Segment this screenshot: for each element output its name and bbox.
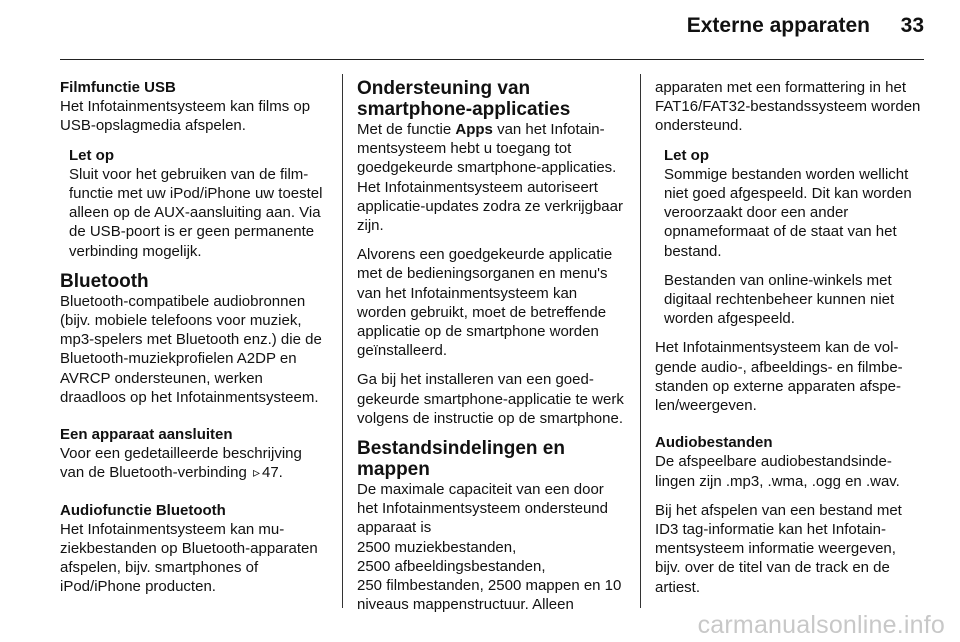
paragraph: apparaten met een formattering in het FAT16/FAT32-bestandssysteem worden ondersteund. <box>655 79 921 135</box>
subheading-connect-device: Een apparaat aansluiten <box>60 426 233 444</box>
column-3 <box>655 78 925 607</box>
list-line: 2500 muziekbestanden, <box>357 538 517 556</box>
section-heading-usb-film: Filmfunctie USB <box>60 79 176 96</box>
watermark-text: carmanualsonline.info <box>697 611 945 639</box>
list-line: 250 filmbestanden, 2500 mappen en 10 niveaus mappenstructuur. Alleen <box>357 577 622 614</box>
note-text: Sommige bestanden worden wellicht niet goed afgespeeld. Dit kan worden veroorzaakt door een ander opnameformaat of de staat van het bestand. <box>664 165 912 260</box>
page-number: 33 <box>900 14 924 37</box>
paragraph: De maximale capaciteit van een door het Infotainmentsysteem ondersteund apparaat is <box>357 481 608 537</box>
note-label: Let op <box>69 146 114 164</box>
connect-text: Voor een gedetailleerde beschrijving van de Bluetooth-verbinding <box>60 445 302 482</box>
subheading-audio-bluetooth: Audiofunctie Bluetooth <box>60 501 226 519</box>
paragraph: Ga bij het installeren van een goedgekeurde smartphone-applicatie te werk volgens de instructie op de smartphone. <box>357 371 624 427</box>
column-1 <box>60 78 330 607</box>
paragraph <box>357 120 627 235</box>
header-rule <box>60 59 924 60</box>
note-label: Let op <box>664 146 709 164</box>
section-heading-bluetooth: Bluetooth <box>60 270 149 292</box>
column-divider <box>640 74 641 608</box>
apps-keyword: Apps <box>455 121 493 138</box>
subheading-audio-files: Audiobestanden <box>655 434 773 452</box>
apps-text-post: van het Infotainmentsysteem hebt u toegang tot goedgekeurde smartphone-applicaties. Het Infotainmentsysteem autoriseert applicatie-updates zodra ze verkrijgbaar zijn. <box>357 121 623 235</box>
paragraph: Alvorens een goedgekeurde applicatie met de bedieningsorganen en menu's van het Infotainmentsysteem kan worden gebruikt, moet de betreffende applicatie op de smartphone worden geïnstalleerd. <box>357 246 613 360</box>
paragraph: Bij het afspelen van een bestand met ID3 tag-informatie kan het Infotainmentsysteem informatie weergeven, bijv. over de titel van de track en de artiest. <box>655 501 902 596</box>
list-line: 2500 afbeeldingsbestanden, <box>357 557 546 575</box>
page-reference[interactable]: 47. <box>262 464 283 482</box>
paragraph: Het Infotainmentsysteem kan films op USB-opslagmedia afspelen. <box>60 98 311 135</box>
paragraph: De afspeelbare audiobestandsindelingen zijn .mp3, .wma, .ogg en .wav. <box>655 453 900 490</box>
paragraph: Het Infotainmentsysteem kan de volgende audio-, afbeeldings- en filmbestanden op externe apparaten afspelen/weergeven. <box>655 339 903 415</box>
note-block <box>655 146 925 329</box>
column-2 <box>357 78 627 614</box>
page-header-title: Externe apparaten <box>686 14 870 37</box>
apps-text-pre: Met de functie <box>357 121 452 138</box>
section-heading-file-formats: Bestandsindelingen en mappen <box>357 438 565 481</box>
paragraph <box>60 444 330 482</box>
note-text: Bestanden van online-winkels met digitaal rechtenbeheer kunnen niet worden afgespeeld. <box>664 271 895 328</box>
note-block <box>60 146 330 261</box>
page-reference-icon: ▹ <box>252 464 260 481</box>
paragraph: Het Infotainmentsysteem kan muziekbestanden op Bluetooth-apparaten afspelen, bijv. smartphones of iPod/iPhone producten. <box>60 520 318 596</box>
column-divider <box>342 74 343 608</box>
paragraph: Bluetooth-compatibele audiobronnen (bijv. mobiele telefoons voor muziek, mp3-spelers met Bluetooth enz.) die de Bluetooth-muziekprofielen A2DP en AVRCP ondersteunen, werken draadloos op het Infotainmentsysteem. <box>60 292 322 406</box>
note-text: Sluit voor het gebruiken van de filmfunctie met uw iPod/iPhone uw toestel alleen op de AUX-aansluiting aan. Via de USB-poort is er geen permanente verbinding mogelijk. <box>69 165 323 260</box>
section-heading-smartphone-apps: Ondersteuning van smartphone-applicaties <box>357 78 571 120</box>
